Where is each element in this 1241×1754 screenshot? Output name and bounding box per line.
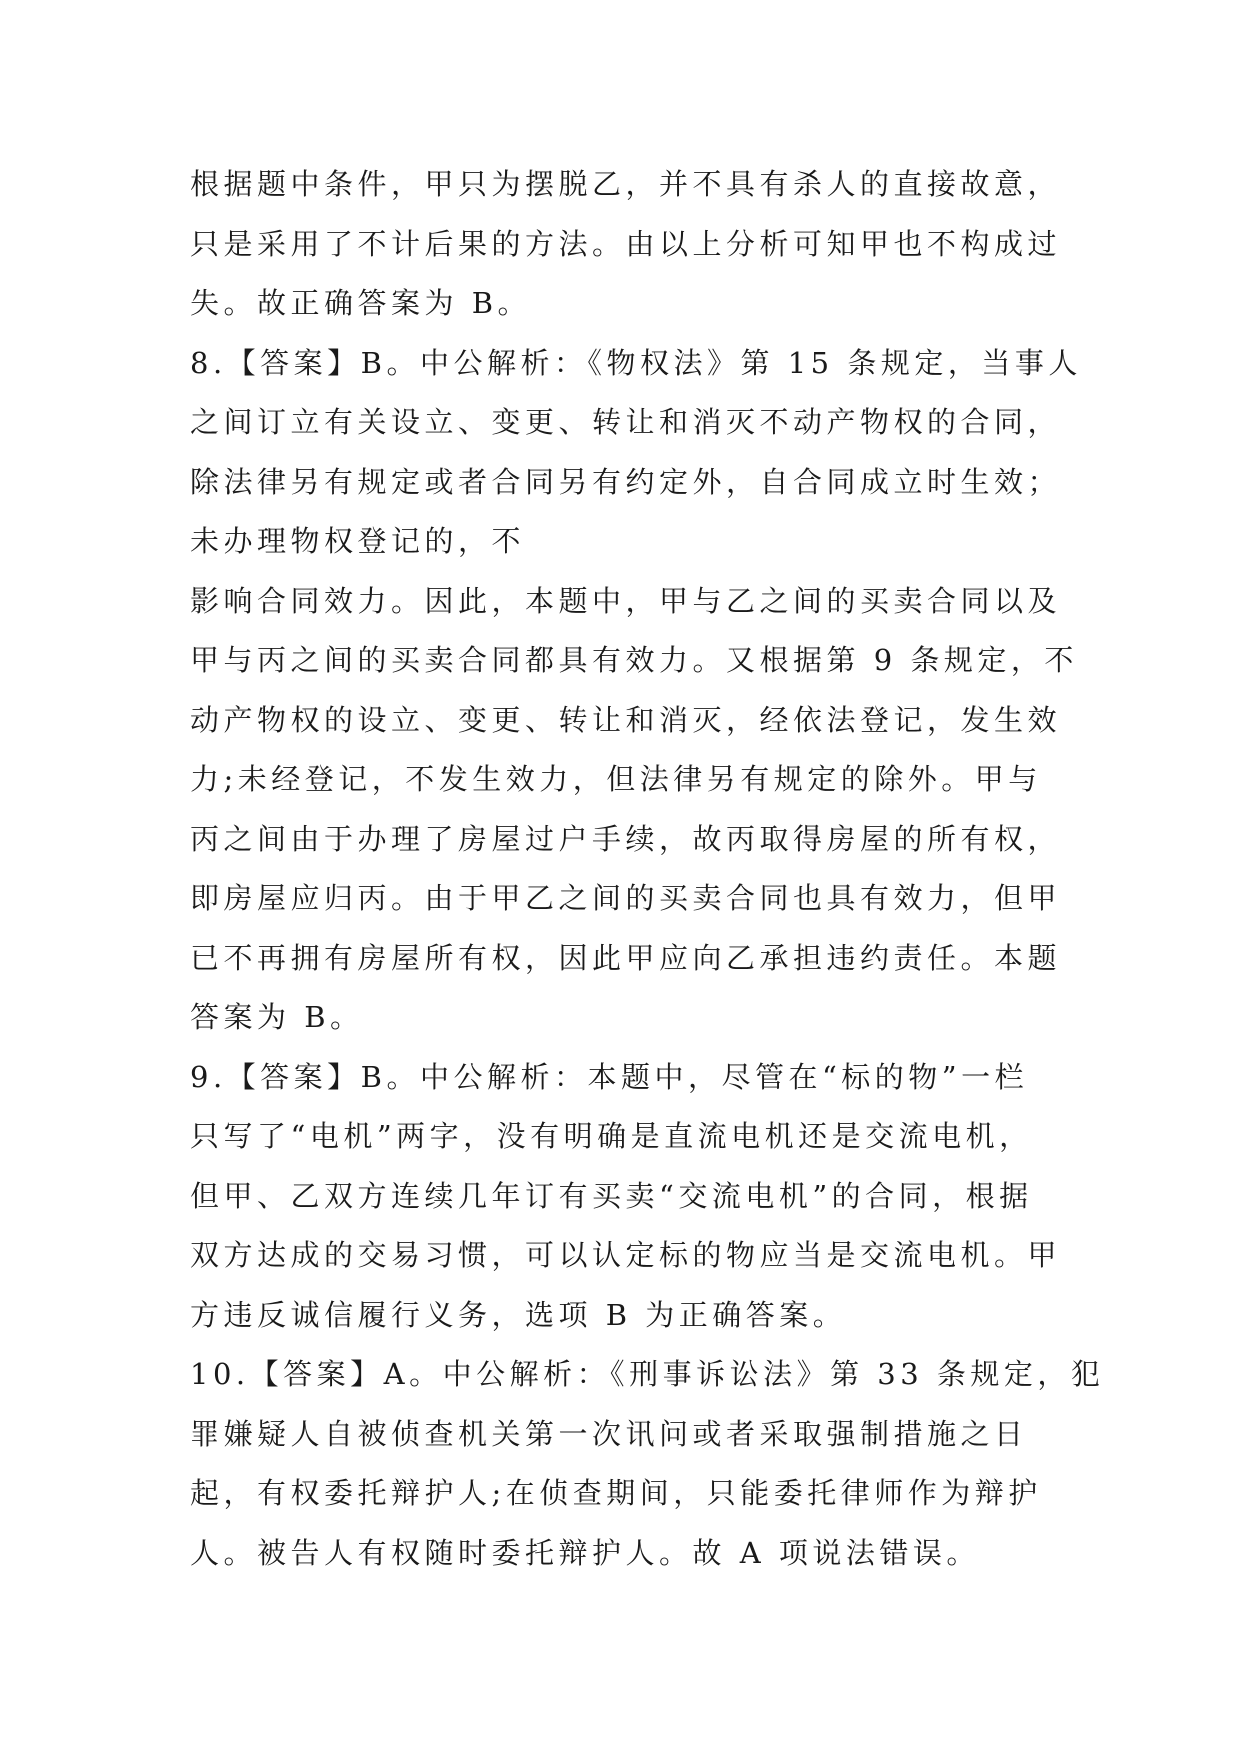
- answer-8-line: 8.【答案】B。中公解析：《物权法》第 15 条规定，当事人: [190, 345, 1082, 380]
- text-line: 未办理物权登记的，不: [190, 524, 526, 558]
- text-line: 答案为 B。: [190, 1000, 364, 1034]
- text-line: 力;未经登记，不发生效力，但法律另有规定的除外。甲与: [190, 762, 1042, 796]
- text-line: 已不再拥有房屋所有权，因此甲应向乙承担违约责任。本题: [190, 940, 1062, 975]
- text-line: 双方达成的交易习惯，可以认定标的物应当是交流电机。甲: [190, 1238, 1062, 1272]
- text-line: 根据题中条件，甲只为摆脱乙，并不具有杀人的直接故意，: [190, 167, 1062, 201]
- answer-9-line: 9.【答案】B。中公解析：本题中，尽管在“标的物”一栏: [190, 1059, 1029, 1094]
- answer-10-line: 10.【答案】A。中公解析：《刑事诉讼法》第 33 条规定，犯: [190, 1357, 1105, 1391]
- text-line: 罪嫌疑人自被侦查机关第一次讯问或者采取强制措施之日: [190, 1416, 1028, 1451]
- text-line: 人。被告人有权随时委托辩护人。故 A 项说法错误。: [190, 1535, 980, 1570]
- text-line: 动产物权的设立、变更、转让和消灭，经依法登记，发生效: [190, 702, 1062, 737]
- text-line: 方违反诚信履行义务，选项 B 为正确答案。: [190, 1297, 847, 1332]
- text-line: 起，有权委托辩护人;在侦查期间，只能委托律师作为辩护: [190, 1476, 1042, 1510]
- text-line: 即房屋应归丙。由于甲乙之间的买卖合同也具有效力，但甲: [190, 881, 1062, 915]
- text-line: 甲与丙之间的买卖合同都具有效力。又根据第 9 条规定，不: [190, 643, 1078, 677]
- text-line: 丙之间由于办理了房屋过户手续，故丙取得房屋的所有权，: [190, 821, 1062, 856]
- text-line: 只写了“电机”两字，没有明确是直流电机还是交流电机，: [190, 1119, 1033, 1153]
- text-line: 只是采用了不计后果的方法。由以上分析可知甲也不构成过: [190, 226, 1062, 261]
- text-line: 但甲、乙双方连续几年订有买卖“交流电机”的合同，根据: [190, 1178, 1033, 1213]
- text-line: 之间订立有关设立、变更、转让和消灭不动产物权的合同，: [190, 405, 1062, 439]
- document-body: [190, 155, 1105, 1583]
- text-line: 除法律另有规定或者合同另有约定外，自合同成立时生效；: [190, 464, 1062, 499]
- text-line: 影响合同效力。因此，本题中，甲与乙之间的买卖合同以及: [190, 583, 1062, 618]
- text-line: 失。故正确答案为 B。: [190, 286, 532, 320]
